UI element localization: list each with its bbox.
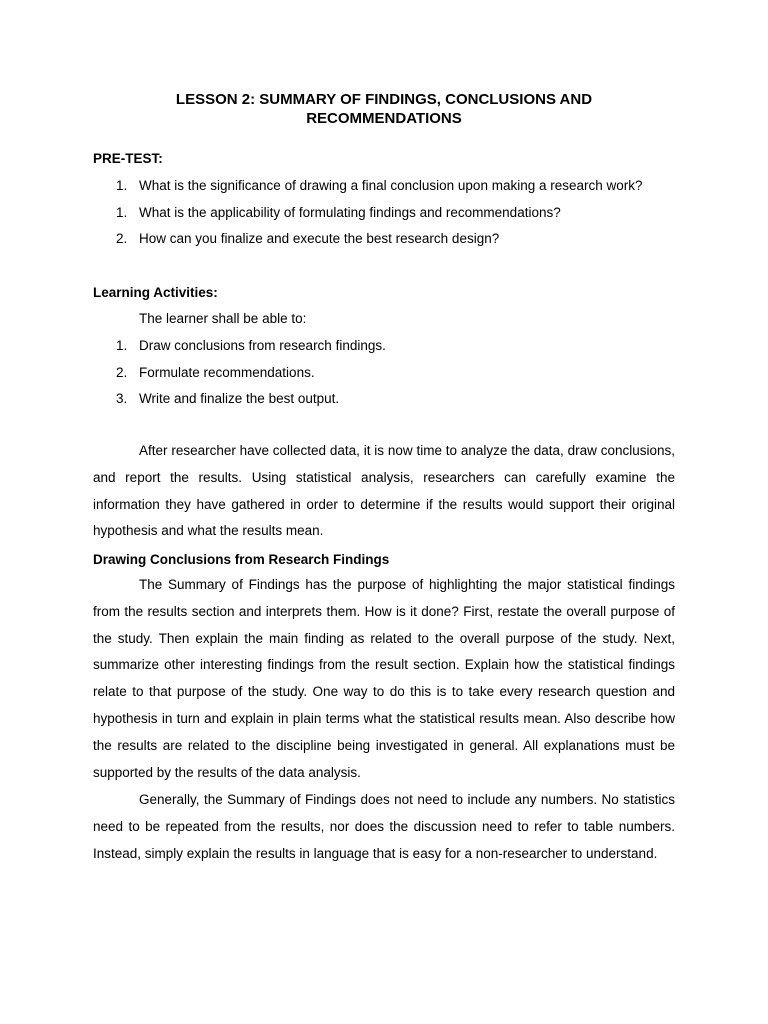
paragraph-data-analysis: After researcher have collected data, it is now time to analyze the data, draw conclusions, and report the results. Using statistical analysis, researchers can carefully examine the information they have gathered in order to determine if the results would support their original hypothesis and what the results mean. (93, 443, 675, 539)
lesson-title-line1: LESSON 2: SUMMARY OF FINDINGS, CONCLUSIONS AND (175, 91, 593, 108)
learning-item-number: 2. (116, 365, 128, 380)
learning-item (116, 365, 315, 380)
learning-activities-heading: Learning Activities: (93, 285, 218, 300)
pretest-item-number: 1. (116, 178, 128, 193)
pretest-item (116, 231, 499, 246)
learning-item-number: 3. (116, 391, 128, 406)
learning-intro: The learner shall be able to: (139, 311, 307, 326)
lesson-title-line2: RECOMMENDATIONS (306, 110, 462, 127)
pretest-item (116, 205, 561, 220)
learning-item-text: Write and finalize the best output. (139, 391, 340, 406)
paragraph-generally: Generally, the Summary of Findings does not need to include any numbers. No statistics need to be repeated from the results, nor does the discussion need to refer to table numbers. Instead, simply explain the results in language that is easy for a non-researcher to understand. (93, 792, 675, 861)
learning-item-text: Draw conclusions from research findings. (139, 338, 386, 353)
paragraph-summary-of-findings: The Summary of Findings has the purpose of highlighting the major statistical findings from the results section and interprets them. How is it done? First, restate the overall purpose of the study. Then explain the main finding as related to the overall purpose of the study. Next, summarize other interesting findings from the result section. Explain how the statistical findings relate to that purpose of the study. One way to do this is to take every research question and hypothesis in turn and explain in plain terms what the statistical results mean. Also describe how the results are related to the discipline being investigated in general. All explanations must be supported by the results of the data analysis. (93, 577, 675, 780)
learning-item-number: 1. (116, 338, 128, 353)
learning-item-text: Formulate recommendations. (139, 365, 315, 380)
pretest-item-text: How can you finalize and execute the best research design? (139, 231, 500, 246)
pretest-item-text: What is the applicability of formulating findings and recommendations? (139, 205, 561, 220)
pretest-item-number: 1. (116, 205, 128, 220)
learning-item (116, 391, 339, 406)
pretest-heading: PRE-TEST: (93, 151, 163, 166)
section-heading-drawing-conclusions: Drawing Conclusions from Research Findings (93, 552, 390, 567)
lesson-title (0, 90, 768, 128)
pretest-item (116, 178, 643, 193)
learning-item (116, 338, 386, 353)
pretest-item-text: What is the significance of drawing a final conclusion upon making a research work? (139, 178, 643, 193)
pretest-item-number: 2. (116, 231, 128, 246)
